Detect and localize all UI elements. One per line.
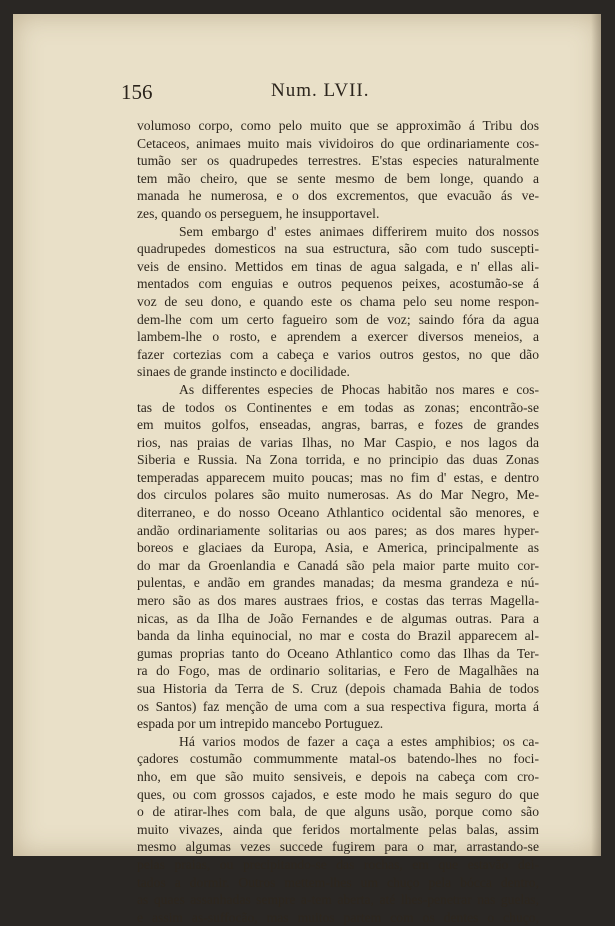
text-line: muito vivazes, ainda que feridos mortalmente pelas balas, assim: [137, 821, 539, 837]
text-line: tem mão cheiro, que se sente mesmo de bem longe, quando a: [137, 170, 539, 186]
text-line: tumão ser os quadrupedes terrestres. E'stas especies naturalmente: [137, 153, 539, 169]
text-line: temperadas apparecem muito poucas; mas no fim d' estas, e dentro: [137, 469, 539, 485]
paragraph: [137, 733, 539, 926]
text-line: e assim as-suffocão, mas muitos partem com os dentes o chuço,: [137, 909, 539, 925]
text-line: quadrupedes domesticos na sua estructura, são com tudo suscepti-: [137, 241, 539, 257]
paragraph: [137, 381, 539, 733]
text-line: çadores costumão commummente matal-os batendo-lhes no foci-: [137, 751, 539, 767]
text-line: dem-lhe com um certo fagueiro som de voz; saindo fóra da agua: [137, 311, 539, 327]
text-line: Há varios modos de fazer a caça a estes amphibios; os ca-: [179, 733, 539, 749]
text-line: veis de ensino. Mettidos em tinas de agua salgada, e n' ellas ali-: [137, 258, 539, 274]
page-number: 156: [121, 80, 153, 104]
page-edge-shadow: [591, 14, 601, 856]
paragraph: [137, 117, 539, 223]
text-line: mesmo algumas vezes succede fugirem para o mar, arrastando-se: [137, 839, 539, 855]
text-line: ra do Fogo, mas de ordinario solitarias, e Fero de Magalhães na: [137, 663, 539, 679]
text-line: boreos e glaciaes da Europa, Asia, e America, principalmente as: [137, 540, 539, 556]
text-line: Sem embargo d' estes animaes differirem muito dos nossos: [179, 223, 539, 239]
issue-title: Num. LVII.: [271, 80, 370, 101]
text-line: mero são as dos mares austraes frios, e costas das terras Magella-: [137, 593, 539, 609]
text-line: lambem-lhe o rosto, e aprendem a exercer diversos meneios, a: [137, 329, 539, 345]
text-line: banda da linha equinocial, no mar e costa do Brazil apparecem al-: [137, 628, 539, 644]
page-header: [121, 80, 541, 110]
text-line: rios, nas praias de varias Ilhas, no Mar Caspio, e nos lagos da: [137, 434, 539, 450]
text-line: em muitos golfos, enseadas, angras, barras, e fozes de grandes: [137, 417, 539, 433]
text-line: as quaes assanhadas sempre a-tem aberta, até lhes-penetrar nas guelas,: [137, 892, 539, 908]
text-line: Siberia e Russia. Na Zona torrida, e no principio das duas Zonas: [137, 452, 539, 468]
text-line: tas de todos os Continentes e em todas as zonas; encontrão-se: [137, 399, 539, 415]
paragraph: [137, 223, 539, 381]
text-line: manada he numerosa, e o dos excrementos, que evacuão ás ve-: [137, 188, 539, 204]
text-line: sua Historia da Terra de S. Cruz (depois chamada Bahia de todos: [137, 681, 539, 696]
text-line: pulentas, e andão em grandes manadas; da mesma grandeza e nú-: [137, 575, 539, 591]
text-line: gumas proprias tanto do Oceano Athlantico como das Ilhas da Ter-: [137, 645, 539, 661]
text-line: dos circulos polares são muito numerosas. As do Mar Negro, Me-: [137, 487, 539, 503]
text-line: andão ordinariamente solitarias ou aos pares; as dos mares hyper-: [137, 522, 539, 538]
text-line: sinaes de grande instincto e docilidade.: [137, 364, 350, 380]
text-line: As differentes especies de Phocas habitão nos mares e cos-: [179, 381, 539, 397]
body-text: [137, 117, 539, 926]
book-page: [13, 14, 601, 925]
text-line: nho, em que são muito sensiveis, e depois na cabeça com cro-: [137, 768, 539, 784]
text-line: diterraneo, e do nosso Oceano Athlantico ocidental são menores, e: [137, 505, 539, 521]
text-line: nicas, as da Ilha de João Fernandes e de algumas outras. Para a: [137, 610, 539, 626]
text-line: tados a dormir. Outros mettem-lhes um chuço pela bócca dentro,: [137, 874, 539, 890]
text-line: os Santos) faz menção de uma com a sua respectiva figura, morta á: [137, 698, 539, 714]
text-line: pelas praias, ou precipitando-se das rochas, em que estavão dei-: [137, 856, 539, 872]
text-line: o de atirar-lhes com bala, de que alguns usão, porque como são: [137, 804, 539, 820]
text-line: ques, ou com grossos cajados, e este modo he mais seguro do que: [137, 786, 539, 802]
text-line: zes, quando os perseguem, he insupportavel.: [137, 205, 380, 221]
text-line: volumoso corpo, como pelo muito que se approximão á Tribu dos: [137, 118, 539, 133]
text-line: fazer cortezias com a cabeça e varios outros gestos, no que dão: [137, 346, 539, 362]
text-line: voz de seu dono, e quando este os chama pelo seu nome respon-: [137, 293, 539, 309]
text-line: espada por um intrepido mancebo Portuguez.: [137, 716, 384, 732]
text-line: Cetaceos, animaes muito mais vividoiros do que ordinariamente cos-: [137, 135, 539, 151]
text-line: mentados com enguias e outros pequenos peixes, acostumão-se á: [137, 276, 539, 292]
text-line: do mar da Groenlandia e Canadá são pela maior parte muito cor-: [137, 557, 539, 573]
